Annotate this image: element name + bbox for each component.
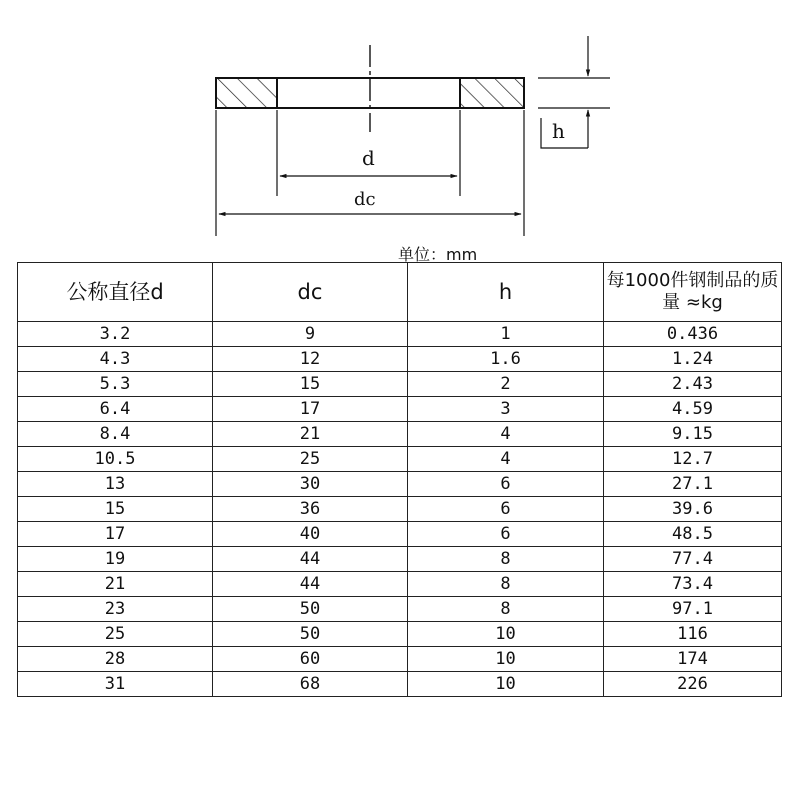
cell-mass: 116 <box>604 622 782 647</box>
cell-nominal-diameter: 31 <box>18 672 213 697</box>
hatch-left <box>217 79 277 107</box>
cell-nominal-diameter: 21 <box>18 572 213 597</box>
cell-nominal-diameter: 3.2 <box>18 322 213 347</box>
cell-nominal-diameter: 15 <box>18 497 213 522</box>
cell-h: 1.6 <box>408 347 604 372</box>
cell-mass: 4.59 <box>604 397 782 422</box>
header-nominal-diameter: 公称直径d <box>18 263 213 322</box>
cell-dc: 21 <box>213 422 408 447</box>
cell-h: 1 <box>408 322 604 347</box>
cell-h: 10 <box>408 647 604 672</box>
cell-nominal-diameter: 5.3 <box>18 372 213 397</box>
cell-h: 8 <box>408 572 604 597</box>
cell-mass: 12.7 <box>604 447 782 472</box>
cell-mass: 0.436 <box>604 322 782 347</box>
cell-h: 4 <box>408 447 604 472</box>
cell-nominal-diameter: 17 <box>18 522 213 547</box>
table-row <box>18 447 782 472</box>
table-row <box>18 397 782 422</box>
cell-nominal-diameter: 23 <box>18 597 213 622</box>
cell-dc: 68 <box>213 672 408 697</box>
cell-nominal-diameter: 8.4 <box>18 422 213 447</box>
cell-dc: 50 <box>213 597 408 622</box>
cell-h: 6 <box>408 497 604 522</box>
cell-nominal-diameter: 4.3 <box>18 347 213 372</box>
table-row <box>18 597 782 622</box>
label-d: d <box>362 146 375 170</box>
cell-nominal-diameter: 28 <box>18 647 213 672</box>
cell-h: 6 <box>408 522 604 547</box>
cell-dc: 17 <box>213 397 408 422</box>
table-row <box>18 522 782 547</box>
washer-drawing <box>0 0 800 260</box>
cell-mass: 9.15 <box>604 422 782 447</box>
cell-mass: 174 <box>604 647 782 672</box>
label-dc: dc <box>354 189 376 210</box>
table-row <box>18 497 782 522</box>
cell-h: 4 <box>408 422 604 447</box>
cell-mass: 1.24 <box>604 347 782 372</box>
table-row <box>18 372 782 397</box>
table-header-row <box>18 263 782 322</box>
cell-nominal-diameter: 19 <box>18 547 213 572</box>
cell-mass: 73.4 <box>604 572 782 597</box>
cell-dc: 30 <box>213 472 408 497</box>
cell-dc: 12 <box>213 347 408 372</box>
table-row <box>18 622 782 647</box>
cell-dc: 15 <box>213 372 408 397</box>
cell-dc: 50 <box>213 622 408 647</box>
header-dc: dc <box>213 263 408 322</box>
cell-h: 8 <box>408 597 604 622</box>
cell-h: 3 <box>408 397 604 422</box>
cell-h: 2 <box>408 372 604 397</box>
washer-spec-table <box>17 262 782 697</box>
cell-mass: 2.43 <box>604 372 782 397</box>
cell-dc: 40 <box>213 522 408 547</box>
cell-dc: 44 <box>213 572 408 597</box>
cell-nominal-diameter: 25 <box>18 622 213 647</box>
cell-h: 10 <box>408 672 604 697</box>
cell-dc: 44 <box>213 547 408 572</box>
cell-nominal-diameter: 13 <box>18 472 213 497</box>
table-row <box>18 347 782 372</box>
cell-dc: 60 <box>213 647 408 672</box>
table-row <box>18 422 782 447</box>
header-mass: 每1000件钢制品的质量 ≈kg <box>604 263 782 322</box>
cell-mass: 48.5 <box>604 522 782 547</box>
cell-nominal-diameter: 6.4 <box>18 397 213 422</box>
cell-dc: 25 <box>213 447 408 472</box>
cell-nominal-diameter: 10.5 <box>18 447 213 472</box>
table-row <box>18 572 782 597</box>
cell-mass: 226 <box>604 672 782 697</box>
cell-mass: 39.6 <box>604 497 782 522</box>
table-row <box>18 647 782 672</box>
table-row <box>18 322 782 347</box>
cell-mass: 27.1 <box>604 472 782 497</box>
cell-h: 8 <box>408 547 604 572</box>
cell-dc: 9 <box>213 322 408 347</box>
cell-h: 6 <box>408 472 604 497</box>
table-row <box>18 472 782 497</box>
cell-dc: 36 <box>213 497 408 522</box>
table-row <box>18 672 782 697</box>
cell-h: 10 <box>408 622 604 647</box>
header-h: h <box>408 263 604 322</box>
unit-label: 单位：mm <box>398 245 478 264</box>
cell-mass: 97.1 <box>604 597 782 622</box>
cell-mass: 77.4 <box>604 547 782 572</box>
hatch-right <box>460 79 523 107</box>
table-row <box>18 547 782 572</box>
label-h: h <box>552 119 565 143</box>
